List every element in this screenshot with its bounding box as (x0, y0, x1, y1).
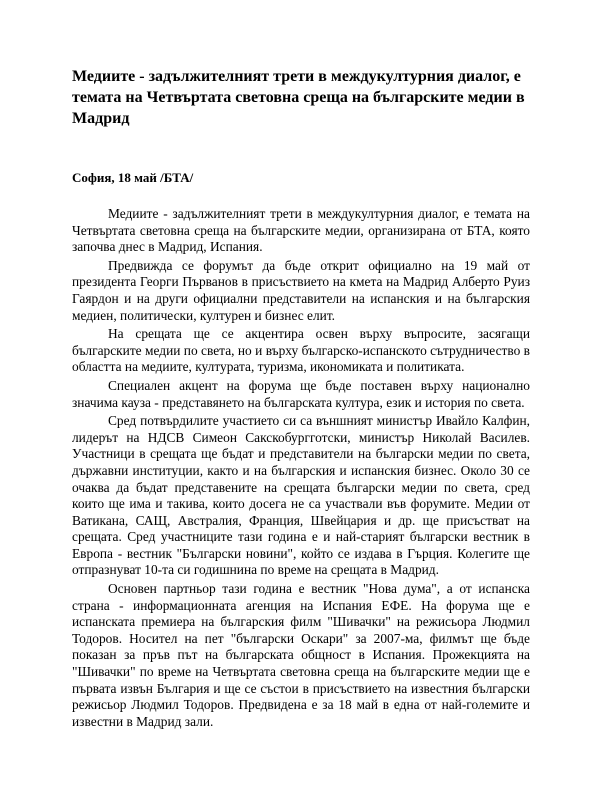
document-page (72, 66, 530, 732)
article-body (72, 206, 530, 730)
paragraph: На срещата ще се акцентира освен върху въпросите, засягащи българските медии по света, но и върху българско-испанското сътрудничество в областта на медиите, културата, туризма, икономиката и политиката. (72, 326, 530, 375)
paragraph: Медиите - задължителният трети в междукултурния диалог, е темата на Четвъртата световна среща на българските медии, организирана от БТА, която започва днес в Мадрид, Испания. (72, 206, 530, 255)
paragraph: Сред потвърдилите участието си са външният министър Ивайло Калфин, лидерът на НДСВ Симеон Сакскобургготски, министър Николай Василев. Участници в срещата ще бъдат и представители на български медии по света, държавни институции, както и на българския и испанския бизнес. Около 30 се очаква да бъдат представените на срещата български медии по света, сред които ще има и такива, които досега не са участвали във форумите. Медии от Ватикана, САЩ, Австралия, Франция, Швейцария и др. ще присъстват на срещата. Сред участниците тази година е и най-старият български вестник в Европа - вестник "Български новини", който се издава в Гърция. Колегите ще отпразнуват 10-та си годишнина по време на срещата в Мадрид. (72, 413, 530, 578)
paragraph: Специален акцент на форума ще бъде поставен върху национално значима кауза - представянето на българската култура, език и история по света. (72, 377, 530, 410)
paragraph: Основен партньор тази година е вестник "Нова дума", а от испанска страна - информационната агенция на Испания ЕФЕ. На форума ще е испанската премиера на българския филм "Шивачки" на режисьора Людмил Тодоров. Носител на пет "български Оскари" за 2007-ма, филмът ще бъде показан за пръв път на българската общност в Испания. Прожекцията на "Шивачки" по време на Четвъртата световна среща на българските медии ще е първата извън България и ще се състои в присъствието на известния български режисьор Людмил Тодоров. Предвидена е за 18 май в една от най-големите и известни в Мадрид зали. (72, 581, 530, 729)
article-title: Медиите - задължителният трети в междукултурния диалог, е темата на Четвъртата световна среща на българските медии в Мадрид (72, 68, 525, 127)
paragraph: Предвижда се форумът да бъде открит официално на 19 май от президента Георги Първанов в присъствието на кмета на Мадрид Алберто Руиз Гаярдон и на други официални представители на испанския и на българския медиен, политически, културен и бизнес елит. (72, 257, 530, 323)
dateline: София, 18 май /БТА/ (72, 170, 194, 185)
